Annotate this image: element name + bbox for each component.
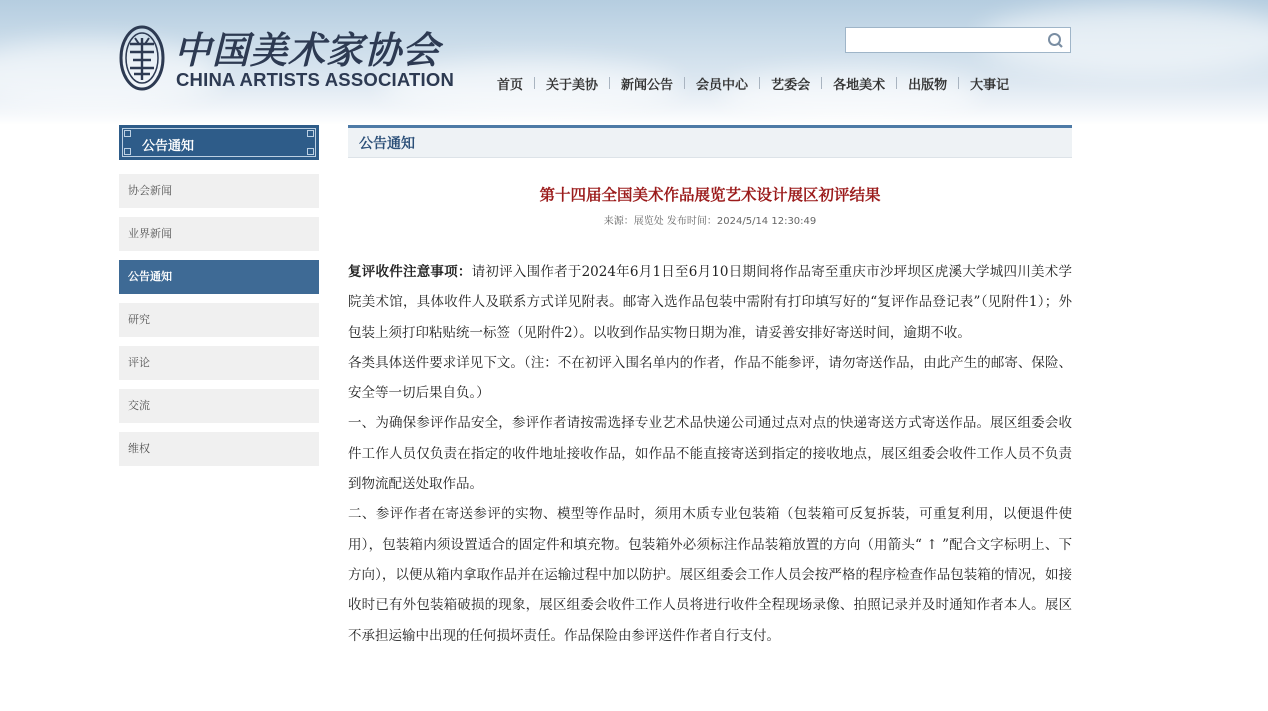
nav-item-publications[interactable]: 出版物	[908, 77, 948, 93]
sidebar-item-exchange[interactable]: 交流	[119, 389, 319, 423]
sidebar-title-label: 公告通知	[142, 139, 195, 154]
main-content	[348, 125, 1072, 644]
search-box	[845, 27, 1071, 53]
nav-item-chronicle[interactable]: 大事记	[970, 77, 1010, 93]
sidebar-item-announcements[interactable]: 公告通知	[119, 260, 319, 294]
association-emblem-icon	[119, 24, 165, 92]
nav-divider	[958, 77, 959, 89]
sidebar-title	[119, 125, 319, 160]
nav-divider	[896, 77, 897, 89]
article-title: 第十四届全国美术作品展览艺术设计展区初评结果	[539, 185, 881, 204]
nav-item-committees[interactable]: 艺委会	[771, 77, 811, 93]
sidebar-item-reviews[interactable]: 评论	[119, 346, 319, 380]
sidebar-item-research[interactable]: 研究	[119, 303, 319, 337]
search-icon[interactable]	[1047, 32, 1064, 49]
nav-divider	[821, 77, 822, 89]
nav-item-about[interactable]: 关于美协	[546, 77, 599, 93]
site-header	[0, 0, 1268, 118]
nav-divider	[684, 77, 685, 89]
nav-item-news[interactable]: 新闻公告	[621, 77, 674, 93]
article-paragraph: 一、为确保参评作品安全，参评作者请按需选择专业艺术品快递公司通过点对点的快递寄送方式寄送作品。展区组委会收件工作人员仅负责在指定的收件地址接收作品，如作品不能直接寄送到指定的接收地点，展区组委会收件工作人员不负责到物流配送处取作品。	[348, 415, 1072, 493]
sidebar-item-industry-news[interactable]: 业界新闻	[119, 217, 319, 251]
frame-corner	[307, 148, 314, 155]
article-paragraph: 二、参评作者在寄送参评的实物、模型等作品时，须用木质专业包装箱（包装箱可反复拆装，可重复利用，以便退件使用），包装箱内须设置适合的固定件和填充物。包装箱外必须标注作品装箱放置的方向（用箭头“ ↑ ”配合文字标明上、下方向），以便从箱内拿取作品并在运输过程中加以防护。展区组委会工作人员会按严格的程序检查作品包装箱的情况，如接收时已有外包装箱破损的现象，展区组委会收件工作人员将进行收件全程现场录像、拍照记录并及时通知作者本人。展区不承担运输中出现的任何损坏责任。作品保险由参评送件作者自行支付。	[348, 506, 1072, 644]
nav-item-regional[interactable]: 各地美术	[833, 77, 886, 93]
article-meta: 来源：展览处 发布时间：2024/5/14 12:30:49	[603, 216, 817, 227]
nav-divider	[534, 77, 535, 89]
article-paragraph	[348, 257, 1072, 348]
section-title: 公告通知	[359, 136, 415, 152]
article-lead-label: 复评收件注意事项：	[348, 264, 472, 280]
nav-divider	[759, 77, 760, 89]
article-paragraph: 各类具体送件要求详见下文。（注：不在初评入围名单内的作者，作品不能参评，请勿寄送作品，由此产生的邮寄、保险、安全等一切后果自负。）	[348, 354, 1072, 402]
logo-chinese-name: 中国美术家协会	[174, 28, 440, 72]
frame-corner	[124, 148, 131, 155]
sidebar	[119, 125, 319, 466]
search-input[interactable]	[850, 31, 1044, 51]
nav-item-members[interactable]: 会员中心	[696, 77, 749, 93]
frame-corner	[124, 130, 131, 137]
sidebar-item-association-news[interactable]: 协会新闻	[119, 174, 319, 208]
main-nav	[490, 72, 1016, 94]
nav-item-home[interactable]: 首页	[497, 77, 524, 93]
article-paragraph-text: 请初评入围作者于2024年6月1日至6月10日期间将作品寄至重庆市沙坪坝区虎溪大学城四川美术学院美术馆，具体收件人及联系方式详见附表。邮寄入选作品包装中需附有打印填写好的“复评作品登记表”（见附件1）；外包装上须打印粘贴统一标签（见附件2）。以收到作品实物日期为准，请妥善安排好寄送时间，逾期不收。	[348, 264, 1072, 341]
nav-divider	[609, 77, 610, 89]
frame-corner	[307, 130, 314, 137]
section-header	[348, 125, 1072, 158]
logo-english-name: CHINA ARTISTS ASSOCIATION	[176, 69, 455, 90]
article-body	[348, 257, 1072, 651]
sidebar-item-rights[interactable]: 维权	[119, 432, 319, 466]
site-logo[interactable]	[119, 24, 459, 96]
